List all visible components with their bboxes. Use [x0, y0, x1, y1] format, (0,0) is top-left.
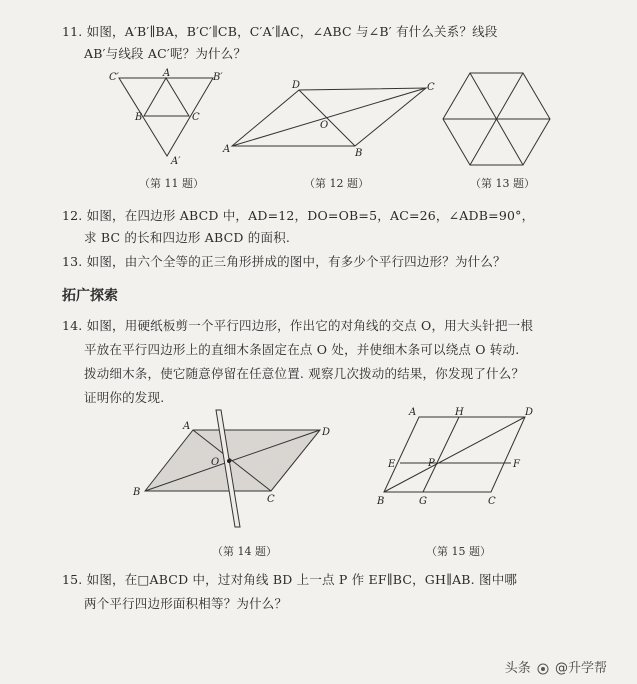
figure-15	[375, 405, 555, 510]
fig15-label-d: D	[525, 407, 534, 418]
problem-12-line-2: 求 BC 的长和四边形 ABCD 的面积.	[84, 230, 291, 245]
figure-14-caption: （第 14 题）	[212, 545, 277, 558]
figure-11-caption: （第 11 题）	[139, 177, 204, 190]
fig14-label-b: B	[133, 487, 141, 498]
watermark-prefix: 头条	[504, 661, 531, 676]
fig11-label-c: C	[192, 112, 200, 123]
fig14-label-d: D	[322, 427, 331, 438]
problem-12-line-1: 12. 如图，在四边形 ABCD 中，AD=12，DO=OB=5，AC=26，∠ADB=90°，	[62, 208, 535, 223]
fig11-label-c-prime: C′	[109, 72, 119, 83]
fig11-label-b: B	[135, 112, 143, 123]
figure-13-caption: （第 13 题）	[470, 177, 535, 190]
fig15-label-e: E	[388, 459, 396, 470]
fig15-label-p: P	[428, 458, 435, 469]
fig11-label-a-prime: A′	[171, 156, 181, 167]
fig12-label-d: D	[292, 80, 301, 91]
fig14-label-o: O	[211, 457, 220, 468]
watermark	[505, 657, 607, 676]
problem-14-line-2: 平放在平行四边形上的直细木条固定在点 O 处，并使细木条可以绕点 O 转动.	[84, 342, 520, 357]
fig15-label-a: A	[409, 407, 417, 418]
section-title: 拓广探索	[62, 288, 118, 304]
problem-13-line-1: 13. 如图，由六个全等的正三角形拼成的图中，有多少个平行四边形？为什么？	[62, 254, 506, 269]
fig12-label-a: A	[223, 144, 231, 155]
fig11-label-b-prime: B′	[213, 72, 223, 83]
fig12-label-b: B	[355, 148, 363, 159]
fig15-label-g: G	[419, 496, 427, 507]
fig15-label-b: B	[377, 496, 385, 507]
problem-14-line-1: 14. 如图，用硬纸板剪一个平行四边形，作出它的对角线的交点 O，用大头针把一根	[62, 318, 534, 333]
figure-12	[222, 78, 440, 160]
fig12-label-o: O	[320, 120, 329, 131]
problem-11-line-2: AB′与线段 AC′呢？为什么？	[84, 46, 247, 61]
figure-11	[105, 68, 230, 170]
figure-12-caption: （第 12 题）	[304, 177, 369, 190]
fig15-label-h: H	[455, 407, 464, 418]
figure-15-caption: （第 15 题）	[426, 545, 491, 558]
problem-15-line-2: 两个平行四边形面积相等？为什么？	[84, 596, 288, 611]
fig14-label-a: A	[183, 421, 191, 432]
fig15-label-f: F	[513, 459, 520, 470]
figure-14	[128, 405, 338, 530]
problem-14-line-3: 拨动细木条，使它随意停留在任意位置. 观察几次拨动的结果，你发现了什么？	[84, 366, 525, 381]
fig11-label-a: A	[163, 68, 171, 79]
platform-logo-icon	[537, 663, 549, 675]
problem-11-line-1: 11. 如图，A′B′∥BA，B′C′∥CB，C′A′∥AC，∠ABC 与∠B′ 有什么关系？线段	[62, 24, 498, 39]
problem-15-line-1: 15. 如图，在□ABCD 中，过对角线 BD 上一点 P 作 EF∥BC，GH∥AB. 图中哪	[62, 572, 518, 587]
fig12-label-c: C	[427, 82, 435, 93]
fig14-label-c: C	[267, 494, 275, 505]
watermark-handle: @升学帮	[554, 661, 607, 676]
fig15-label-c: C	[488, 496, 496, 507]
problem-14-line-4: 证明你的发现.	[84, 390, 165, 405]
figure-13	[440, 70, 554, 170]
